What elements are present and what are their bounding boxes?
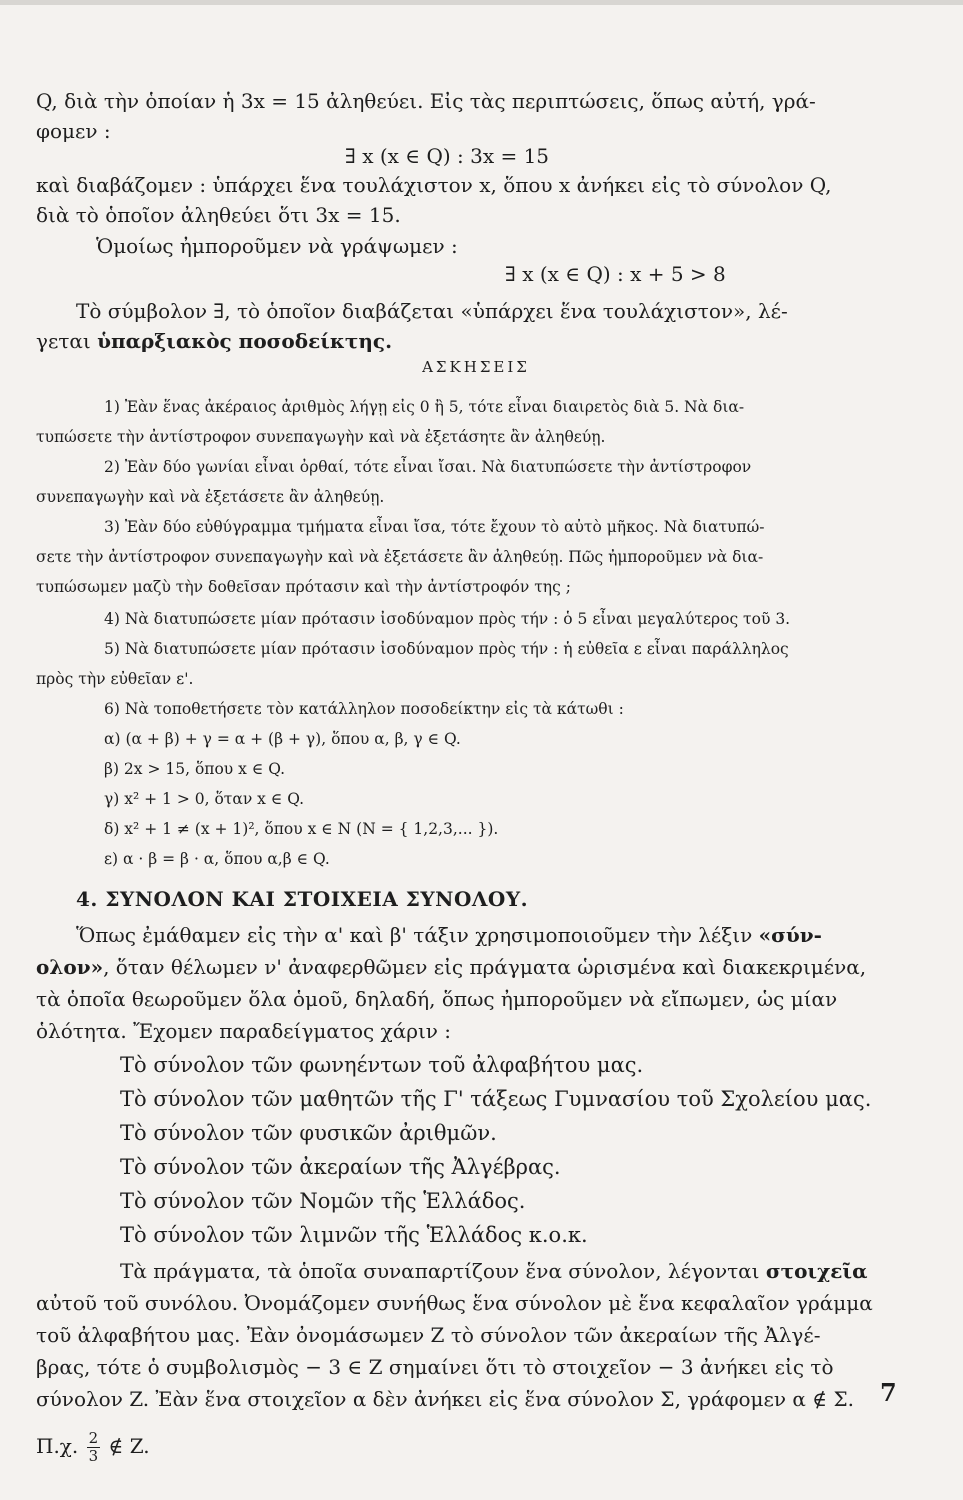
text-line [36,1422,892,1470]
fraction-numerator: 2 [88,1429,99,1447]
exercise-line: α) (α + β) + γ = α + (β + γ), ὅπου α, β, γ ∈ Q. [104,730,461,748]
exercise-line: τυπώσετε τὴν ἀντίστροφον συνεπαγωγὴν καὶ νὰ ἐξετάσητε ἂν ἀληθεύῃ. [36,428,606,446]
text-line [36,952,892,982]
text-line: Q, διὰ τὴν ὁποίαν ἡ 3x = 15 ἀληθεύει. Εἰς τὰς περιπτώσεις, ὅπως αὐτή, γρά- [36,89,816,113]
exercise-line: 6) Νὰ τοποθετήσετε τὸν κατάλληλον ποσοδείκτην εἰς τὰ κάτωθι : [104,700,624,718]
text-line: σύνολον Z. Ἐὰν ἕνα στοιχεῖον α δὲν ἀνήκει εἰς ἕνα σύνολον Σ, γράφομεν α ∉ Σ. [36,1387,854,1411]
exercise-line: πρὸς τὴν εὐθεῖαν ε'. [36,670,194,688]
text-line: διὰ τὸ ὁποῖον ἀληθεύει ὅτι 3x = 15. [36,203,401,227]
text-run: γεται [36,329,98,353]
section-heading: 4. ΣΥΝΟΛΟΝ ΚΑΙ ΣΤΟΙΧΕΙΑ ΣΥΝΟΛΟΥ. [76,887,529,911]
fraction [87,1430,101,1465]
exercise-line: σετε τὴν ἀντίστροφον συνεπαγωγὴν καὶ νὰ ἐξετάσετε ἂν ἀληθεύῃ. Πῶς ἠμποροῦμεν νὰ δια- [36,548,764,566]
exercise-line: τυπώσωμεν μαζὺ τὴν δοθεῖσαν πρότασιν καὶ τὴν ἀντίστροφόν της ; [36,578,571,596]
text-run: ∉ Z. [102,1434,150,1458]
example-item: Τὸ σύνολον τῶν Νομῶν τῆς Ἑλλάδος. [120,1189,526,1213]
text-run: Ὅπως ἐμάθαμεν εἰς τὴν α' καὶ β' τάξιν χρησιμοποιοῦμεν τὴν λέξιν [76,923,759,947]
exercises-title: ΑΣΚΗΣΕΙΣ [422,358,530,376]
exercise-line: 3) Ἐὰν δύο εὐθύγραμμα τμήματα εἶναι ἴσα, τότε ἔχουν τὸ αὐτὸ μῆκος. Νὰ διατυπώ- [104,518,765,536]
fraction-denominator: 3 [88,1447,99,1465]
text-line: Τὸ σύμβολον ∃, τὸ ὁποῖον διαβάζεται «ὑπάρχει ἕνα τουλάχιστον», λέ- [76,299,788,323]
text-line: Ὁμοίως ἠμποροῦμεν νὰ γράψωμεν : [96,234,458,258]
text-run: , ὅταν θέλωμεν ν' ἀναφερθῶμεν εἰς πράγματα ὡρισμένα καὶ διακεκριμένα, [103,955,867,979]
exercise-line: 1) Ἐὰν ἕνας ἀκέραιος ἀριθμὸς λήγῃ εἰς 0 ἢ 5, τότε εἶναι διαιρετὸς διὰ 5. Νὰ δια- [104,398,745,416]
example-item: Τὸ σύνολον τῶν ἀκεραίων τῆς Ἀλγέβρας. [120,1155,561,1179]
exercise-line: 2) Ἐὰν δύο γωνίαι εἶναι ὀρθαί, τότε εἶναι ἴσαι. Νὰ διατυπώσετε τὴν ἀντίστροφον [104,458,752,476]
bold-term: «σύν- [758,923,822,947]
formula: ∃ x (x ∈ Q) : 3x = 15 [345,144,550,168]
bold-term: στοιχεῖα [765,1259,868,1283]
exercise-line: ε) α · β = β · α, ὅπου α,β ∈ Q. [104,850,330,868]
text-run: Π.χ. [36,1434,85,1458]
exercise-line: δ) x² + 1 ≠ (x + 1)², ὅπου x ∈ N (N = { 1,2,3,... }). [104,820,499,838]
text-run: Τὰ πράγματα, τὰ ὁποῖα συναπαρτίζουν ἕνα σύνολον, λέγονται [120,1259,766,1283]
text-line: τὰ ὁποῖα θεωροῦμεν ὅλα ὁμοῦ, δηλαδή, ὅπως ἠμποροῦμεν νὰ εἴπωμεν, ὡς μίαν [36,987,838,1011]
example-item: Τὸ σύνολον τῶν φυσικῶν ἀριθμῶν. [120,1121,497,1145]
formula: ∃ x (x ∈ Q) : x + 5 > 8 [505,262,726,286]
text-line [120,1256,896,1286]
text-line: αὐτοῦ τοῦ συνόλου. Ὀνομάζομεν συνήθως ἕνα σύνολον μὲ ἕνα κεφαλαῖον γράμμα [36,1291,873,1315]
exercise-line: συνεπαγωγὴν καὶ νὰ ἐξετάσετε ἂν ἀληθεύῃ. [36,488,385,506]
scan-edge [0,0,963,5]
page-number: 7 [880,1378,897,1407]
example-item: Τὸ σύνολον τῶν φωνηέντων τοῦ ἀλφαβήτου μας. [120,1053,644,1077]
text-line [76,920,892,950]
text-line: βρας, τότε ὁ συμβολισμὸς − 3 ∈ Z σημαίνει ὅτι τὸ στοιχεῖον − 3 ἀνήκει εἰς τὸ [36,1355,834,1379]
example-item: Τὸ σύνολον τῶν λιμνῶν τῆς Ἑλλάδος κ.ο.κ. [120,1223,588,1247]
exercise-line: β) 2x > 15, ὅπου x ∈ Q. [104,760,286,778]
text-line: καὶ διαβάζομεν : ὑπάρχει ἕνα τουλάχιστον x, ὅπου x ἀνήκει εἰς τὸ σύνολον Q, [36,173,832,197]
text-line: τοῦ ἀλφαβήτου μας. Ἐὰν ὀνομάσωμεν Z τὸ σύνολον τῶν ἀκεραίων τῆς Ἀλγέ- [36,1323,821,1347]
bold-term: ολον» [36,955,104,979]
exercise-line: γ) x² + 1 > 0, ὅταν x ∈ Q. [104,790,305,808]
text-line: φομεν : [36,119,111,143]
bold-term: ὑπαρξιακὸς ποσοδείκτης. [97,329,393,353]
exercise-line: 4) Νὰ διατυπώσετε μίαν πρότασιν ἰσοδύναμον πρὸς τήν : ὁ 5 εἶναι μεγαλύτερος τοῦ 3. [104,610,791,628]
example-item: Τὸ σύνολον τῶν μαθητῶν τῆς Γ' τάξεως Γυμνασίου τοῦ Σχολείου μας. [120,1087,872,1111]
exercise-line: 5) Νὰ διατυπώσετε μίαν πρότασιν ἰσοδύναμον πρὸς τήν : ἡ εὐθεῖα ε εἶναι παράλληλος [104,640,789,658]
text-line: ὁλότητα. Ἔχομεν παραδείγματος χάριν : [36,1019,452,1043]
